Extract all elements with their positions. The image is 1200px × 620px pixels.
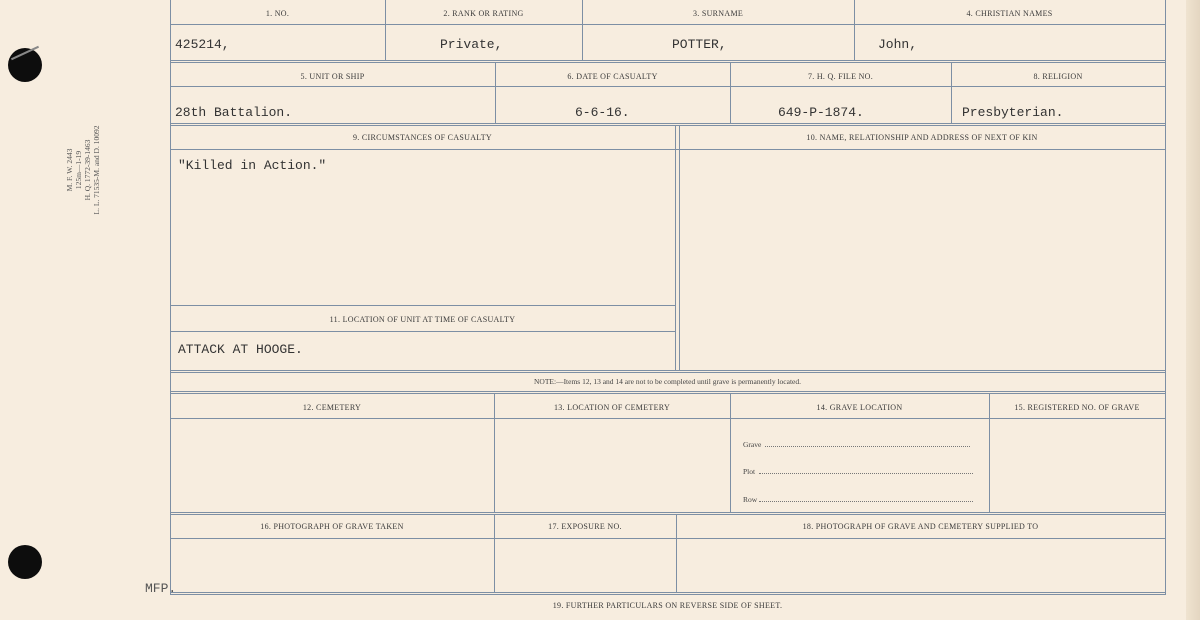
header-registered-no: 15. REGISTERED NO. OF GRAVE (1014, 403, 1140, 412)
header-location-of-unit: 11. LOCATION OF UNIT AT TIME OF CASUALTY (329, 315, 516, 324)
left-border (170, 0, 171, 595)
form-reference (65, 75, 101, 265)
circumstances-value: "Killed in Action." (178, 158, 327, 173)
header-rank: 2. RANK OR RATING (443, 9, 524, 18)
file-no-value: 649-P-1874. (778, 105, 864, 120)
rule (170, 24, 1165, 25)
surname-value: POTTER, (672, 37, 727, 52)
form-ref-line: L. L. 71535-M. and D. 10092 (92, 125, 101, 215)
header-next-of-kin: 10. NAME, RELATIONSHIP AND ADDRESS OF NEXT OF KIN (806, 133, 1038, 142)
header-christian-names: 4. CHRISTIAN NAMES (966, 9, 1053, 18)
grave-field-line (765, 446, 970, 447)
form-ref-line: M. F. W. 2443 (65, 148, 74, 192)
rule (675, 126, 676, 370)
row-field-line (759, 501, 973, 502)
rule (679, 126, 680, 370)
christian-names-value: John, (878, 37, 918, 52)
header-date: 6. DATE OF CASUALTY (567, 72, 658, 81)
rule (170, 123, 1165, 126)
header-circumstances: 9. CIRCUMSTANCES OF CASUALTY (352, 133, 493, 142)
header-cemetery: 12. CEMETERY (302, 403, 362, 412)
header-cemetery-location: 13. LOCATION OF CEMETERY (553, 403, 671, 412)
header-surname: 3. SURNAME (692, 9, 744, 18)
rule (170, 60, 1165, 63)
rule (170, 512, 1165, 515)
rank-value: Private, (440, 37, 503, 52)
rule (170, 391, 1165, 394)
form-ref-line: H. Q. 1772-39-1463 (83, 139, 92, 201)
plot-field-line (759, 473, 973, 474)
form-ref-line: 125m—1-19 (74, 150, 83, 190)
note-text: NOTE:—Items 12, 13 and 14 are not to be completed until grave is permanently located. (533, 377, 801, 386)
unit-value: 28th Battalion. (175, 105, 293, 120)
card-edge (1186, 0, 1200, 620)
right-border (1165, 0, 1166, 595)
rule (170, 538, 1165, 539)
header-supplied-to: 18. PHOTOGRAPH OF GRAVE AND CEMETERY SUPPLIED TO (802, 522, 1039, 531)
rule (170, 305, 675, 306)
further-particulars: 19. FURTHER PARTICULARS ON REVERSE SIDE OF SHEET. (552, 601, 783, 610)
header-unit: 5. UNIT OR SHIP (300, 72, 365, 81)
service-number: 425214, (175, 37, 230, 52)
rule (170, 418, 1165, 419)
plot-field-label: Plot (743, 467, 756, 476)
rule (170, 149, 1165, 150)
grave-field-label: Grave (743, 440, 762, 449)
rule (170, 331, 675, 332)
header-file: 7. H. Q. FILE NO. (807, 72, 874, 81)
rule (170, 86, 1165, 87)
location-value: ATTACK AT HOOGE. (178, 342, 303, 357)
header-religion: 8. RELIGION (1033, 72, 1083, 81)
row-field-label: Row (743, 495, 758, 504)
date-value: 6-6-16. (575, 105, 630, 120)
punch-hole-bottom (8, 545, 42, 579)
rule (170, 370, 1165, 373)
rule (170, 592, 1165, 595)
header-grave-location: 14. GRAVE LOCATION (816, 403, 903, 412)
religion-value: Presbyterian. (962, 105, 1064, 120)
header-no: 1. NO. (265, 9, 290, 18)
header-photograph: 16. PHOTOGRAPH OF GRAVE TAKEN (260, 522, 404, 531)
stamp-initials: MFP. (145, 581, 177, 596)
header-exposure: 17. EXPOSURE NO. (548, 522, 622, 531)
